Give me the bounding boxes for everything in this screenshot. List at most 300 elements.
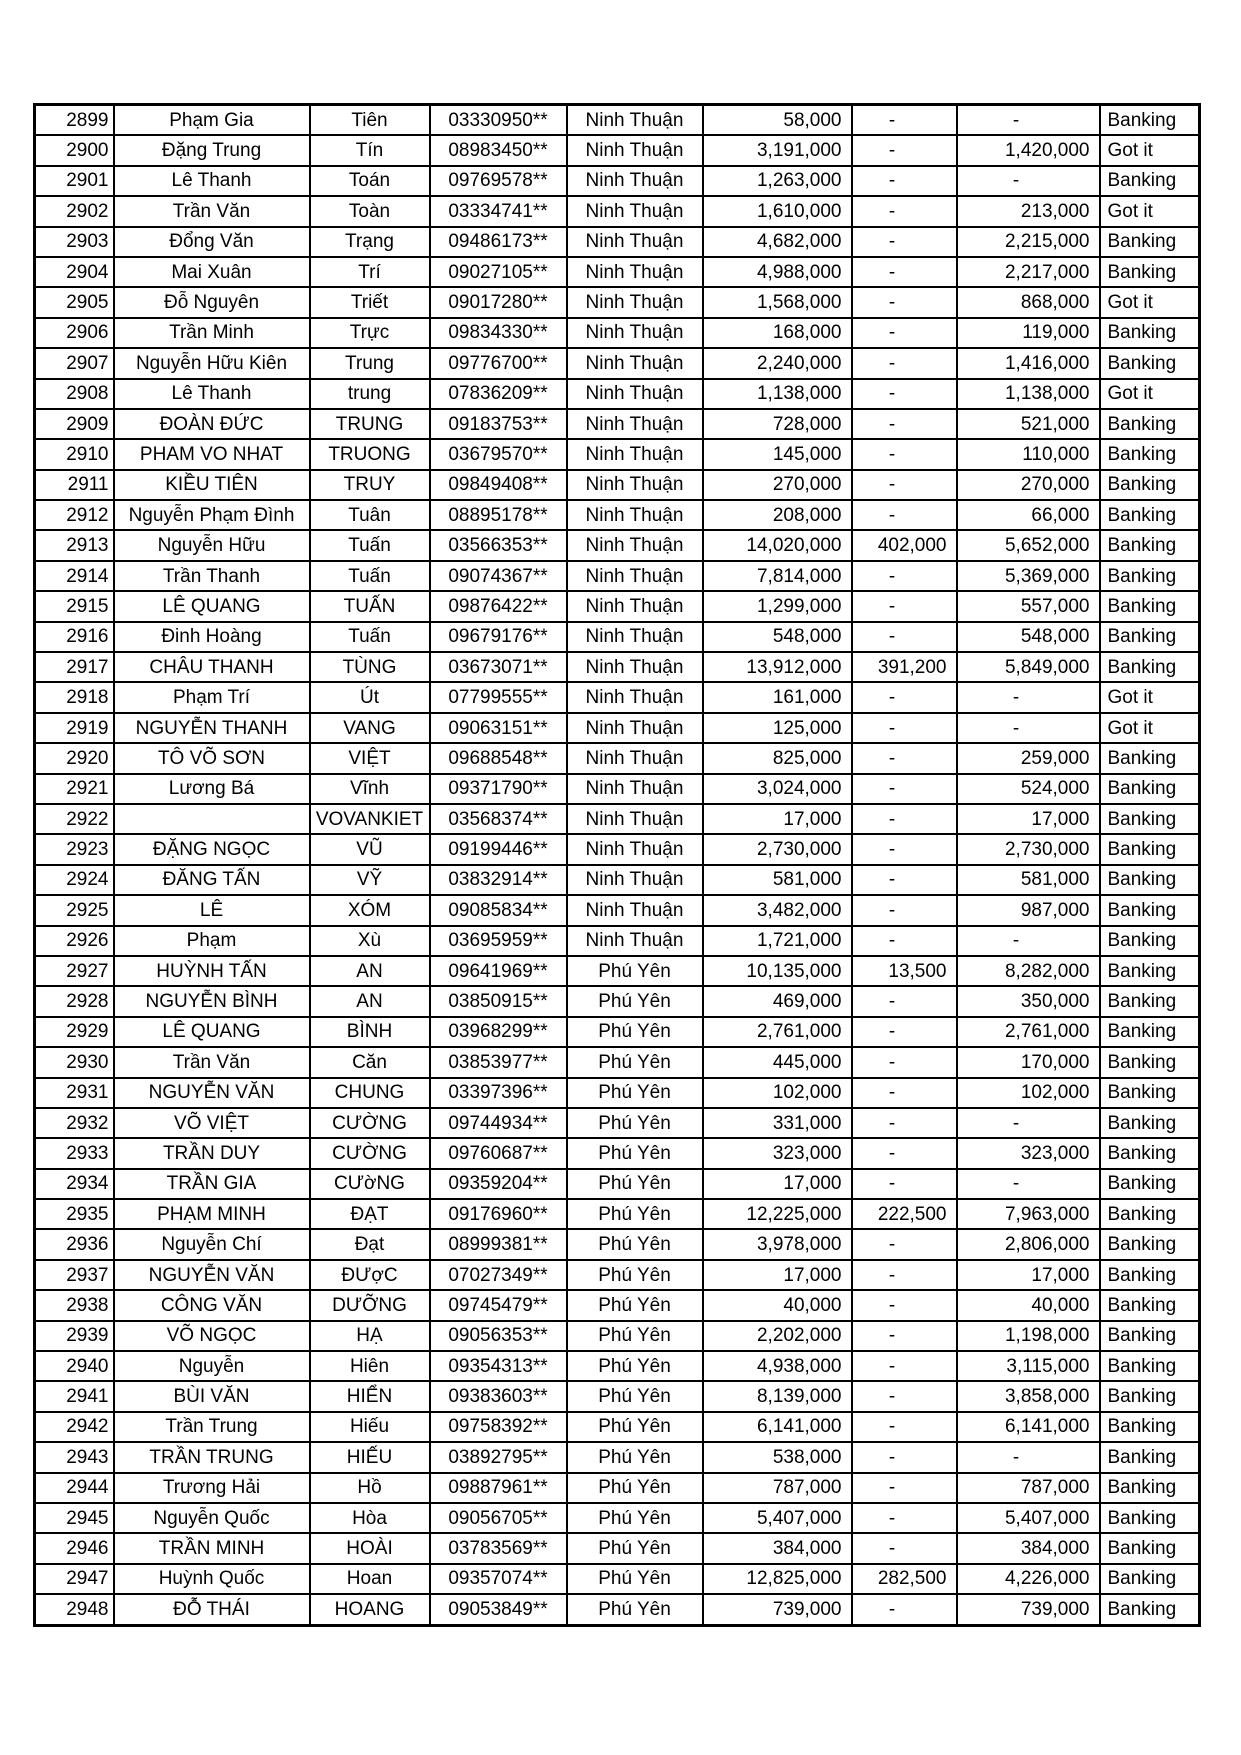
cell-phone-masked: 09744934**: [430, 1108, 567, 1138]
cell-phone-masked: 09017280**: [430, 287, 567, 317]
cell-name-part-2: Đạt: [310, 1229, 430, 1259]
cell-amount-2: -: [852, 682, 957, 712]
cell-amount-3: -: [957, 1169, 1100, 1199]
cell-phone-masked: 03568374**: [430, 804, 567, 834]
cell-province: Phú Yên: [567, 1533, 703, 1563]
cell-amount-3: 739,000: [957, 1594, 1100, 1625]
cell-amount-3: 323,000: [957, 1138, 1100, 1168]
cell-phone-masked: 09876422**: [430, 591, 567, 621]
cell-amount-3: 102,000: [957, 1078, 1100, 1108]
cell-status: Got it: [1100, 713, 1200, 743]
cell-name-part-1: NGUYỄN THANH: [114, 713, 310, 743]
cell-status: Banking: [1100, 1138, 1200, 1168]
cell-name-part-2: ĐƯợC: [310, 1260, 430, 1290]
cell-name-part-2: CƯỜNG: [310, 1108, 430, 1138]
cell-phone-masked: 03892795**: [430, 1442, 567, 1472]
cell-name-part-1: Nguyễn Chí: [114, 1229, 310, 1259]
cell-amount-2: -: [852, 1503, 957, 1533]
cell-name-part-1: Nguyễn: [114, 1351, 310, 1381]
cell-status: Banking: [1100, 895, 1200, 925]
cell-amount-2: -: [852, 257, 957, 287]
cell-amount-3: 7,963,000: [957, 1199, 1100, 1229]
cell-name-part-1: Đỗ Nguyên: [114, 287, 310, 317]
cell-name-part-1: VÕ NGỌC: [114, 1321, 310, 1351]
cell-amount-3: 3,115,000: [957, 1351, 1100, 1381]
cell-status: Banking: [1100, 530, 1200, 560]
cell-amount-2: -: [852, 895, 957, 925]
cell-amount-1: 12,825,000: [703, 1564, 852, 1594]
cell-name-part-1: Nguyễn Phạm Đình: [114, 500, 310, 530]
cell-name-part-1: Nguyễn Quốc: [114, 1503, 310, 1533]
cell-status: Banking: [1100, 804, 1200, 834]
cell-phone-masked: 08983450**: [430, 135, 567, 165]
table-row: [35, 409, 1200, 439]
cell-amount-1: 14,020,000: [703, 530, 852, 560]
cell-amount-2: -: [852, 135, 957, 165]
cell-name-part-2: DƯỠNG: [310, 1290, 430, 1320]
table-row: [35, 470, 1200, 500]
cell-name-part-1: ĐẶNG NGỌC: [114, 834, 310, 864]
cell-amount-2: -: [852, 1078, 957, 1108]
cell-amount-3: -: [957, 1442, 1100, 1472]
cell-name-part-2: Tuân: [310, 500, 430, 530]
cell-province: Ninh Thuận: [567, 804, 703, 834]
cell-amount-3: 40,000: [957, 1290, 1100, 1320]
cell-phone-masked: 03334741**: [430, 196, 567, 226]
cell-name-part-1: NGUYỄN VĂN: [114, 1260, 310, 1290]
cell-amount-3: 17,000: [957, 1260, 1100, 1290]
cell-amount-1: 2,730,000: [703, 834, 852, 864]
cell-name-part-1: Mai Xuân: [114, 257, 310, 287]
cell-amount-1: 825,000: [703, 743, 852, 773]
cell-amount-3: 524,000: [957, 774, 1100, 804]
cell-amount-3: 3,858,000: [957, 1381, 1100, 1411]
cell-phone-masked: 09199446**: [430, 834, 567, 864]
cell-phone-masked: 09056705**: [430, 1503, 567, 1533]
cell-row-number: 2929: [35, 1017, 114, 1047]
cell-province: Ninh Thuận: [567, 774, 703, 804]
cell-amount-1: 208,000: [703, 500, 852, 530]
cell-province: Phú Yên: [567, 1290, 703, 1320]
cell-name-part-1: Phạm Gia: [114, 105, 310, 136]
cell-phone-masked: 09357074**: [430, 1564, 567, 1594]
cell-amount-1: 4,682,000: [703, 227, 852, 257]
table-row: [35, 1351, 1200, 1381]
cell-province: Phú Yên: [567, 1321, 703, 1351]
cell-amount-1: 787,000: [703, 1473, 852, 1503]
table-row: [35, 1078, 1200, 1108]
cell-phone-masked: 09849408**: [430, 470, 567, 500]
cell-amount-1: 58,000: [703, 105, 852, 136]
cell-status: Banking: [1100, 1017, 1200, 1047]
table-row: [35, 1564, 1200, 1594]
data-table: [33, 103, 1201, 1627]
cell-amount-3: 350,000: [957, 986, 1100, 1016]
cell-amount-2: -: [852, 926, 957, 956]
cell-amount-3: 2,217,000: [957, 257, 1100, 287]
cell-phone-masked: 09027105**: [430, 257, 567, 287]
cell-status: Banking: [1100, 956, 1200, 986]
cell-province: Phú Yên: [567, 1564, 703, 1594]
cell-amount-3: 1,416,000: [957, 348, 1100, 378]
cell-name-part-1: [114, 804, 310, 834]
cell-amount-2: 222,500: [852, 1199, 957, 1229]
table-row: [35, 500, 1200, 530]
cell-phone-masked: 09769578**: [430, 166, 567, 196]
cell-row-number: 2931: [35, 1078, 114, 1108]
cell-status: Banking: [1100, 1594, 1200, 1625]
cell-amount-1: 8,139,000: [703, 1381, 852, 1411]
cell-name-part-2: Hoan: [310, 1564, 430, 1594]
cell-status: Banking: [1100, 500, 1200, 530]
table-row: [35, 713, 1200, 743]
cell-name-part-2: TRUONG: [310, 439, 430, 469]
cell-name-part-1: Nguyễn Hữu: [114, 530, 310, 560]
cell-name-part-2: Vĩnh: [310, 774, 430, 804]
cell-row-number: 2935: [35, 1199, 114, 1229]
cell-province: Ninh Thuận: [567, 865, 703, 895]
cell-row-number: 2937: [35, 1260, 114, 1290]
cell-amount-1: 4,988,000: [703, 257, 852, 287]
cell-name-part-2: TÙNG: [310, 652, 430, 682]
cell-phone-masked: 03850915**: [430, 986, 567, 1016]
cell-phone-masked: 03853977**: [430, 1047, 567, 1077]
cell-amount-3: 5,369,000: [957, 561, 1100, 591]
cell-name-part-1: LÊ: [114, 895, 310, 925]
cell-name-part-2: trung: [310, 379, 430, 409]
cell-province: Phú Yên: [567, 1503, 703, 1533]
cell-row-number: 2942: [35, 1412, 114, 1442]
cell-amount-1: 1,263,000: [703, 166, 852, 196]
cell-status: Banking: [1100, 1169, 1200, 1199]
cell-name-part-1: Lương Bá: [114, 774, 310, 804]
table-row: [35, 1017, 1200, 1047]
cell-amount-1: 12,225,000: [703, 1199, 852, 1229]
cell-status: Banking: [1100, 1229, 1200, 1259]
cell-row-number: 2901: [35, 166, 114, 196]
cell-name-part-1: PHAM VO NHAT: [114, 439, 310, 469]
table-row: [35, 1169, 1200, 1199]
cell-status: Got it: [1100, 196, 1200, 226]
cell-amount-2: -: [852, 166, 957, 196]
table-row: [35, 895, 1200, 925]
cell-status: Banking: [1100, 1321, 1200, 1351]
cell-amount-1: 581,000: [703, 865, 852, 895]
cell-amount-3: 2,806,000: [957, 1229, 1100, 1259]
cell-status: Got it: [1100, 287, 1200, 317]
table-row: [35, 348, 1200, 378]
cell-province: Phú Yên: [567, 1138, 703, 1168]
cell-name-part-2: VỸ: [310, 865, 430, 895]
cell-amount-3: 384,000: [957, 1533, 1100, 1563]
cell-row-number: 2926: [35, 926, 114, 956]
cell-province: Phú Yên: [567, 1594, 703, 1625]
cell-amount-1: 548,000: [703, 622, 852, 652]
cell-name-part-1: Đinh Hoàng: [114, 622, 310, 652]
cell-row-number: 2904: [35, 257, 114, 287]
cell-status: Banking: [1100, 470, 1200, 500]
cell-name-part-2: Trực: [310, 318, 430, 348]
cell-province: Phú Yên: [567, 1047, 703, 1077]
cell-amount-3: 6,141,000: [957, 1412, 1100, 1442]
cell-name-part-2: Tín: [310, 135, 430, 165]
cell-province: Phú Yên: [567, 1169, 703, 1199]
cell-name-part-1: Trần Thanh: [114, 561, 310, 591]
cell-name-part-2: CƯỜNG: [310, 1138, 430, 1168]
cell-row-number: 2936: [35, 1229, 114, 1259]
cell-amount-2: -: [852, 500, 957, 530]
cell-province: Ninh Thuận: [567, 500, 703, 530]
cell-name-part-2: CHUNG: [310, 1078, 430, 1108]
cell-amount-2: -: [852, 1138, 957, 1168]
cell-amount-2: -: [852, 1229, 957, 1259]
cell-name-part-2: Tuấn: [310, 561, 430, 591]
cell-province: Ninh Thuận: [567, 287, 703, 317]
table-row: [35, 1290, 1200, 1320]
cell-province: Ninh Thuận: [567, 227, 703, 257]
cell-amount-3: -: [957, 926, 1100, 956]
cell-amount-2: -: [852, 1351, 957, 1381]
cell-amount-2: -: [852, 1290, 957, 1320]
table-row: [35, 439, 1200, 469]
cell-name-part-1: TRẦN TRUNG: [114, 1442, 310, 1472]
table-row: [35, 257, 1200, 287]
cell-amount-1: 1,568,000: [703, 287, 852, 317]
cell-phone-masked: 09053849**: [430, 1594, 567, 1625]
cell-status: Banking: [1100, 318, 1200, 348]
cell-name-part-1: Trần Minh: [114, 318, 310, 348]
cell-amount-2: -: [852, 439, 957, 469]
table-row: [35, 561, 1200, 591]
cell-row-number: 2907: [35, 348, 114, 378]
cell-amount-3: 8,282,000: [957, 956, 1100, 986]
cell-row-number: 2919: [35, 713, 114, 743]
cell-name-part-1: Trương Hải: [114, 1473, 310, 1503]
cell-row-number: 2923: [35, 834, 114, 864]
cell-amount-1: 145,000: [703, 439, 852, 469]
cell-province: Ninh Thuận: [567, 470, 703, 500]
cell-phone-masked: 09176960**: [430, 1199, 567, 1229]
cell-name-part-2: Hiếu: [310, 1412, 430, 1442]
cell-phone-masked: 07027349**: [430, 1260, 567, 1290]
cell-name-part-2: AN: [310, 956, 430, 986]
cell-amount-2: -: [852, 1594, 957, 1625]
cell-name-part-1: CÔNG VĂN: [114, 1290, 310, 1320]
cell-status: Banking: [1100, 439, 1200, 469]
cell-name-part-1: Trần Trung: [114, 1412, 310, 1442]
table-row: [35, 1594, 1200, 1625]
cell-row-number: 2945: [35, 1503, 114, 1533]
cell-amount-2: -: [852, 227, 957, 257]
cell-status: Banking: [1100, 1108, 1200, 1138]
cell-amount-2: -: [852, 865, 957, 895]
cell-status: Banking: [1100, 1047, 1200, 1077]
cell-name-part-1: KIỀU TIÊN: [114, 470, 310, 500]
cell-province: Ninh Thuận: [567, 530, 703, 560]
cell-province: Phú Yên: [567, 1381, 703, 1411]
cell-province: Phú Yên: [567, 1078, 703, 1108]
cell-province: Phú Yên: [567, 1199, 703, 1229]
cell-amount-2: -: [852, 1321, 957, 1351]
cell-row-number: 2916: [35, 622, 114, 652]
cell-name-part-2: Xù: [310, 926, 430, 956]
cell-amount-3: 213,000: [957, 196, 1100, 226]
cell-phone-masked: 08895178**: [430, 500, 567, 530]
cell-name-part-1: TÔ VÕ SƠN: [114, 743, 310, 773]
cell-row-number: 2939: [35, 1321, 114, 1351]
cell-name-part-1: Đặng Trung: [114, 135, 310, 165]
cell-phone-masked: 09486173**: [430, 227, 567, 257]
cell-name-part-2: Tuấn: [310, 530, 430, 560]
cell-phone-masked: 09758392**: [430, 1412, 567, 1442]
cell-province: Ninh Thuận: [567, 713, 703, 743]
cell-amount-2: 391,200: [852, 652, 957, 682]
cell-name-part-1: Phạm: [114, 926, 310, 956]
cell-status: Banking: [1100, 652, 1200, 682]
cell-status: Banking: [1100, 774, 1200, 804]
cell-name-part-1: NGUYỄN VĂN: [114, 1078, 310, 1108]
cell-status: Banking: [1100, 743, 1200, 773]
cell-amount-2: -: [852, 1533, 957, 1563]
table-body: [35, 105, 1200, 1626]
cell-status: Banking: [1100, 1503, 1200, 1533]
cell-name-part-1: Lê Thanh: [114, 379, 310, 409]
cell-row-number: 2925: [35, 895, 114, 925]
table-row: [35, 804, 1200, 834]
cell-row-number: 2915: [35, 591, 114, 621]
cell-row-number: 2934: [35, 1169, 114, 1199]
cell-row-number: 2941: [35, 1381, 114, 1411]
cell-status: Banking: [1100, 227, 1200, 257]
cell-amount-3: 557,000: [957, 591, 1100, 621]
cell-amount-3: 548,000: [957, 622, 1100, 652]
cell-amount-1: 5,407,000: [703, 1503, 852, 1533]
table-row: [35, 1412, 1200, 1442]
cell-amount-1: 1,721,000: [703, 926, 852, 956]
cell-phone-masked: 03679570**: [430, 439, 567, 469]
cell-amount-1: 13,912,000: [703, 652, 852, 682]
table-row: [35, 1442, 1200, 1472]
cell-amount-1: 161,000: [703, 682, 852, 712]
cell-row-number: 2947: [35, 1564, 114, 1594]
cell-amount-2: -: [852, 1381, 957, 1411]
cell-amount-1: 1,138,000: [703, 379, 852, 409]
cell-name-part-1: ĐỖ THÁI: [114, 1594, 310, 1625]
cell-row-number: 2920: [35, 743, 114, 773]
cell-name-part-1: BÙI VĂN: [114, 1381, 310, 1411]
table-row: [35, 196, 1200, 226]
cell-amount-3: 66,000: [957, 500, 1100, 530]
cell-row-number: 2903: [35, 227, 114, 257]
cell-row-number: 2899: [35, 105, 114, 136]
cell-phone-masked: 03330950**: [430, 105, 567, 136]
table-row: [35, 105, 1200, 136]
cell-amount-3: 521,000: [957, 409, 1100, 439]
cell-amount-3: 2,761,000: [957, 1017, 1100, 1047]
cell-status: Banking: [1100, 561, 1200, 591]
cell-name-part-1: Lê Thanh: [114, 166, 310, 196]
cell-amount-2: -: [852, 561, 957, 591]
cell-amount-1: 739,000: [703, 1594, 852, 1625]
cell-province: Ninh Thuận: [567, 409, 703, 439]
cell-name-part-1: Đổng Văn: [114, 227, 310, 257]
cell-amount-2: -: [852, 105, 957, 136]
cell-province: Phú Yên: [567, 1412, 703, 1442]
cell-phone-masked: 08999381**: [430, 1229, 567, 1259]
cell-amount-2: -: [852, 804, 957, 834]
cell-amount-2: -: [852, 774, 957, 804]
cell-amount-2: -: [852, 470, 957, 500]
cell-name-part-2: Tuấn: [310, 622, 430, 652]
table-row: [35, 1321, 1200, 1351]
cell-status: Banking: [1100, 1351, 1200, 1381]
table-row: [35, 926, 1200, 956]
cell-province: Ninh Thuận: [567, 196, 703, 226]
cell-amount-1: 1,610,000: [703, 196, 852, 226]
cell-amount-1: 3,978,000: [703, 1229, 852, 1259]
cell-name-part-1: LÊ QUANG: [114, 591, 310, 621]
table-row: [35, 1533, 1200, 1563]
cell-row-number: 2943: [35, 1442, 114, 1472]
table-row: [35, 865, 1200, 895]
cell-amount-1: 2,240,000: [703, 348, 852, 378]
cell-province: Ninh Thuận: [567, 926, 703, 956]
cell-name-part-2: Trí: [310, 257, 430, 287]
cell-phone-masked: 03397396**: [430, 1078, 567, 1108]
cell-amount-1: 4,938,000: [703, 1351, 852, 1381]
table-row: [35, 530, 1200, 560]
cell-province: Phú Yên: [567, 1229, 703, 1259]
table-row: [35, 1503, 1200, 1533]
cell-amount-3: -: [957, 713, 1100, 743]
table-row: [35, 834, 1200, 864]
cell-row-number: 2946: [35, 1533, 114, 1563]
table-row: [35, 743, 1200, 773]
cell-province: Ninh Thuận: [567, 318, 703, 348]
cell-amount-1: 6,141,000: [703, 1412, 852, 1442]
table-row: [35, 135, 1200, 165]
cell-name-part-2: ĐẠT: [310, 1199, 430, 1229]
cell-phone-masked: 09776700**: [430, 348, 567, 378]
cell-status: Banking: [1100, 1260, 1200, 1290]
cell-amount-1: 3,024,000: [703, 774, 852, 804]
table-row: [35, 1260, 1200, 1290]
cell-row-number: 2930: [35, 1047, 114, 1077]
cell-status: Banking: [1100, 865, 1200, 895]
table-row: [35, 652, 1200, 682]
cell-name-part-1: Nguyễn Hữu Kiên: [114, 348, 310, 378]
cell-name-part-2: XÓM: [310, 895, 430, 925]
cell-status: Banking: [1100, 834, 1200, 864]
cell-amount-2: -: [852, 1473, 957, 1503]
cell-name-part-2: CƯờNG: [310, 1169, 430, 1199]
cell-name-part-2: TRUNG: [310, 409, 430, 439]
cell-row-number: 2940: [35, 1351, 114, 1381]
cell-status: Banking: [1100, 1442, 1200, 1472]
cell-amount-2: -: [852, 348, 957, 378]
cell-phone-masked: 09679176**: [430, 622, 567, 652]
cell-amount-2: -: [852, 1108, 957, 1138]
table-row: [35, 986, 1200, 1016]
cell-status: Banking: [1100, 166, 1200, 196]
cell-phone-masked: 09183753**: [430, 409, 567, 439]
cell-amount-3: 119,000: [957, 318, 1100, 348]
cell-name-part-2: Toán: [310, 166, 430, 196]
cell-province: Ninh Thuận: [567, 166, 703, 196]
cell-name-part-2: Út: [310, 682, 430, 712]
cell-province: Ninh Thuận: [567, 682, 703, 712]
cell-amount-1: 168,000: [703, 318, 852, 348]
